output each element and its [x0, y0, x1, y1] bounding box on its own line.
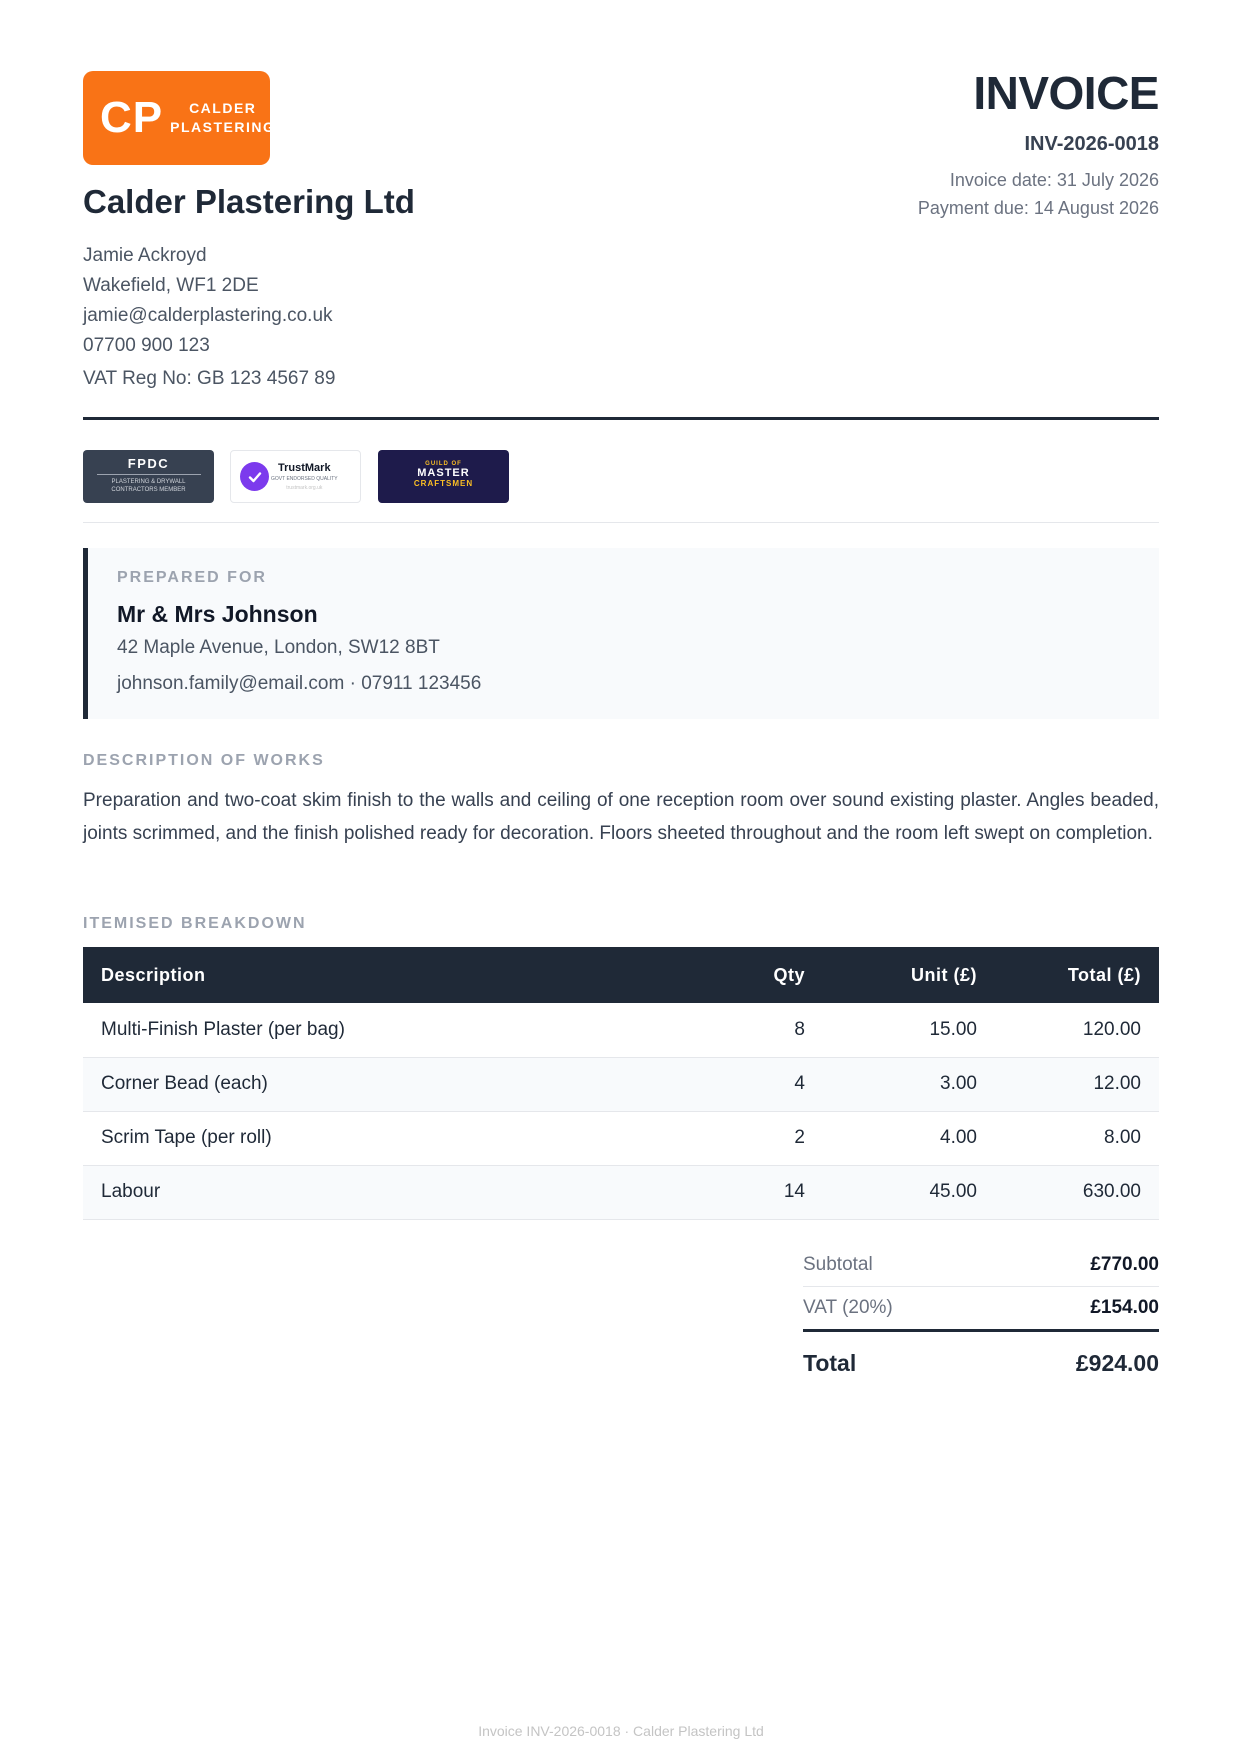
- invoice-number: INV-2026-0018: [1024, 133, 1159, 155]
- item-qty: 14: [683, 1165, 823, 1219]
- item-qty: 2: [683, 1111, 823, 1165]
- subtotal-label: Subtotal: [803, 1254, 873, 1275]
- fpdc-badge: [83, 450, 214, 503]
- client-contact: johnson.family@email.com · 07911 123456: [117, 673, 482, 694]
- fpdc-rule: [97, 474, 201, 475]
- grand-total-row: [803, 1332, 1159, 1394]
- table-row: [83, 1111, 1159, 1165]
- item-description: Multi-Finish Plaster (per bag): [83, 1003, 683, 1057]
- subtotal-value: £770.00: [1090, 1254, 1159, 1275]
- company-location: Wakefield, WF1 2DE: [83, 275, 259, 296]
- vat-value: £154.00: [1090, 1297, 1159, 1318]
- prepared-for-label: PREPARED FOR: [117, 569, 267, 586]
- guild-master-craftsmen-badge: [378, 450, 509, 503]
- vat-row: [803, 1287, 1159, 1332]
- table-row: [83, 1003, 1159, 1057]
- item-description: Labour: [83, 1165, 683, 1219]
- prepared-for-panel: [83, 548, 1159, 719]
- item-unit: 15.00: [823, 1003, 995, 1057]
- table-header-row: [83, 947, 1159, 1003]
- item-unit: 4.00: [823, 1111, 995, 1165]
- table-row: [83, 1165, 1159, 1219]
- company-email: jamie@calderplastering.co.uk: [83, 305, 333, 326]
- totals-block: [803, 1244, 1159, 1394]
- table-row: [83, 1057, 1159, 1111]
- item-qty: 8: [683, 1003, 823, 1057]
- trustmark-url: trustmark.org.uk: [286, 485, 323, 491]
- client-name: Mr & Mrs Johnson: [117, 601, 318, 627]
- fpdc-title: FPDC: [127, 456, 170, 471]
- items-table: [83, 947, 1159, 1220]
- items-label: ITEMISED BREAKDOWN: [83, 915, 307, 932]
- company-contact: [83, 241, 333, 361]
- guild-top-text: GUILD OF: [425, 461, 462, 467]
- item-unit: 3.00: [823, 1057, 995, 1111]
- invoice-dates: [918, 166, 1159, 222]
- guild-middle-text: MASTER: [417, 467, 470, 479]
- fpdc-subtitle-2: CONTRACTORS MEMBER: [111, 487, 186, 493]
- check-circle-icon: [240, 462, 269, 491]
- item-total: 12.00: [995, 1057, 1159, 1111]
- contact-name: Jamie Ackroyd: [83, 245, 207, 266]
- trustmark-text: [271, 462, 338, 491]
- total-value: £924.00: [1075, 1349, 1159, 1376]
- payment-due-date: Payment due: 14 August 2026: [917, 198, 1159, 218]
- guild-bottom-text: CRAFTSMEN: [413, 479, 474, 488]
- trustmark-badge: [230, 450, 361, 503]
- page-footer: Invoice INV-2026-0018 · Calder Plastering Ltd: [478, 1723, 764, 1739]
- works-label: DESCRIPTION OF WORKS: [83, 752, 325, 769]
- item-total: 630.00: [995, 1165, 1159, 1219]
- item-description: Scrim Tape (per roll): [83, 1111, 683, 1165]
- works-description: Preparation and two-coat skim finish to the walls and ceiling of one reception room over sound existing plaster. Angles beaded, joints scrimmed, and the finish polished ready for decoration. Floors sheeted throughout and the room left swept on completion.: [83, 790, 1159, 844]
- logo-mark: CP: [100, 93, 164, 142]
- invoice-page: [83, 0, 1159, 1754]
- vat-label: VAT (20%): [803, 1297, 893, 1318]
- fpdc-subtitle-1: PLASTERING & DRYWALL: [111, 479, 186, 485]
- header-unit: Unit (£): [823, 947, 995, 1003]
- logo-wordmark: [170, 99, 275, 137]
- vat-registration: VAT Reg No: GB 123 4567 89: [83, 368, 336, 389]
- item-description: Corner Bead (each): [83, 1057, 683, 1111]
- company-logo: [83, 71, 276, 165]
- badges-divider: [83, 522, 1159, 523]
- subtotal-row: [803, 1244, 1159, 1287]
- item-total: 8.00: [995, 1111, 1159, 1165]
- header-qty: Qty: [683, 947, 823, 1003]
- total-label: Total: [803, 1349, 857, 1376]
- logo-line-2: PLASTERING: [170, 119, 276, 135]
- trustmark-title: TrustMark: [278, 462, 331, 474]
- header-description: Description: [83, 947, 683, 1003]
- item-unit: 45.00: [823, 1165, 995, 1219]
- company-phone: 07700 900 123: [83, 335, 210, 356]
- item-total: 120.00: [995, 1003, 1159, 1057]
- item-qty: 4: [683, 1057, 823, 1111]
- logo-line-1: CALDER: [189, 100, 257, 116]
- invoice-date: Invoice date: 31 July 2026: [949, 170, 1159, 190]
- header-total: Total (£): [995, 947, 1159, 1003]
- trustmark-subtitle: GOVT ENDORSED QUALITY: [271, 476, 338, 482]
- header-divider: [83, 417, 1159, 420]
- client-address: 42 Maple Avenue, London, SW12 8BT: [117, 637, 440, 658]
- invoice-title: INVOICE: [973, 67, 1159, 119]
- company-name: Calder Plastering Ltd: [83, 183, 415, 220]
